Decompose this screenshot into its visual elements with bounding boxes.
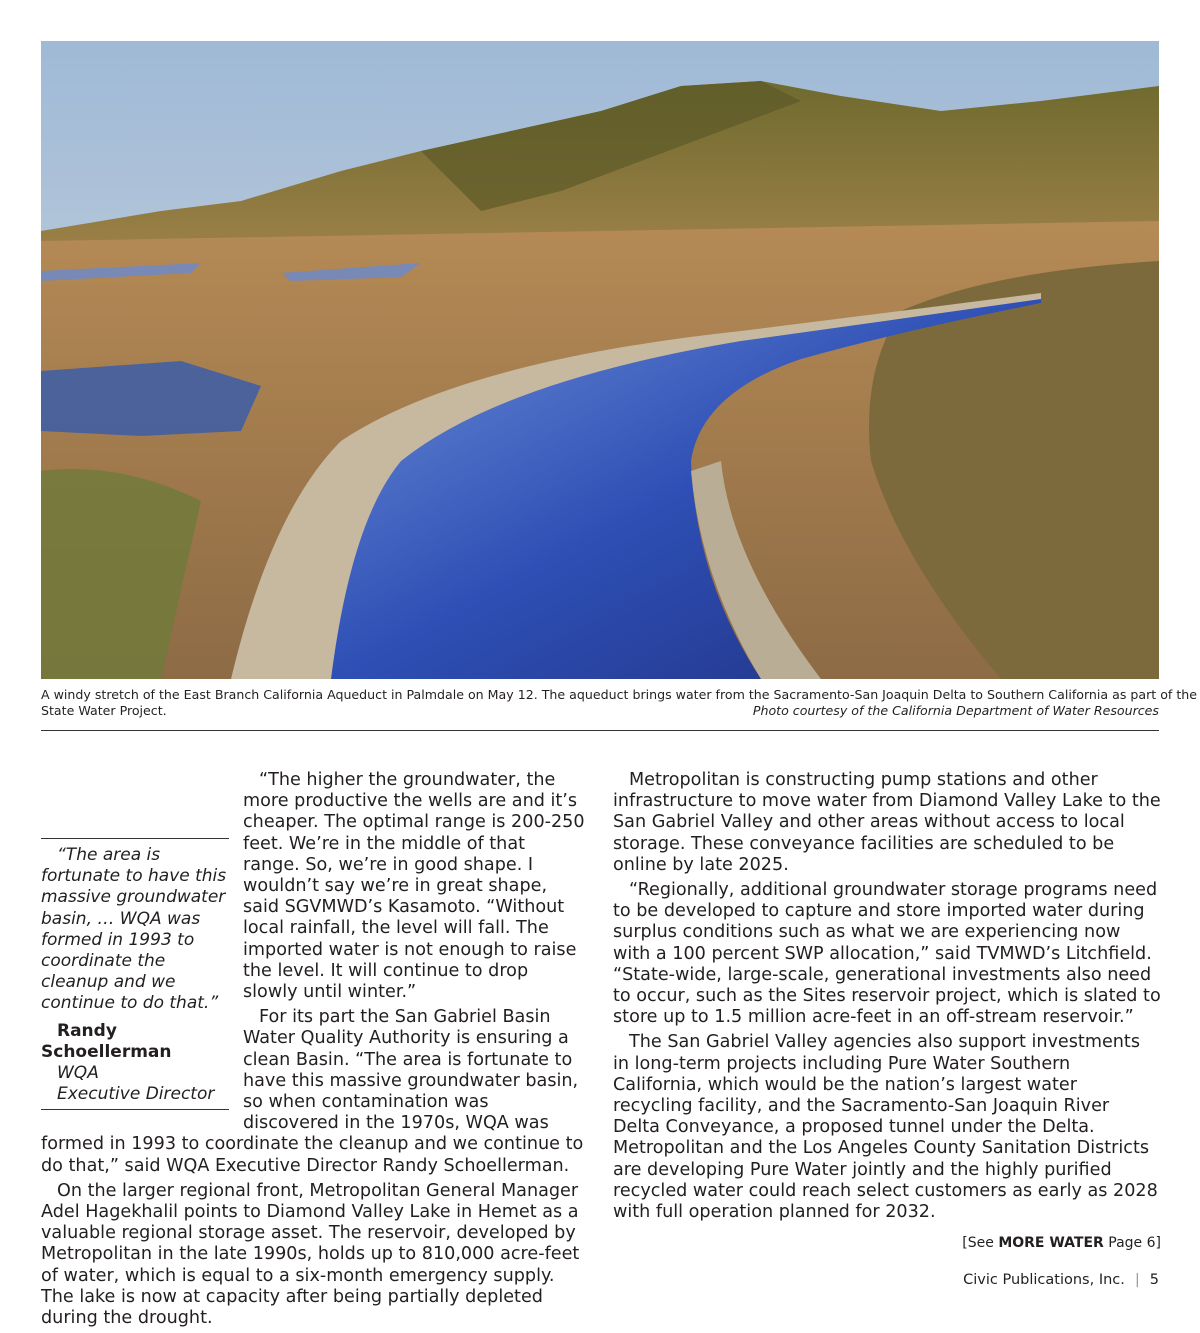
pull-quote-title: Executive Director bbox=[57, 1084, 215, 1105]
caption-text-line2: State Water Project. bbox=[41, 703, 167, 718]
right-paragraph-1: Metropolitan is constructing pump stations and other infrastructure to move water from Diamond Valley Lake to the San Gabriel Valley and other areas without access to local storage. These conveyance facilities are scheduled to be online by late 2025. bbox=[613, 770, 1161, 875]
right-column bbox=[613, 770, 1161, 1254]
pull-quote-name: Randy Schoellerman bbox=[41, 1020, 172, 1062]
left-paragraph-2: For its part the San Gabriel Basin Water Quality Authority is ensuring a clean Basin. “The area is fortunate to have this massive groundwater basin, so when contamination was discovered in the 1970s, WQA was formed in 1993 to coordinate the cleanup and we continue to do that,” said WQA Executive Director Randy Schoellerman. bbox=[41, 1007, 584, 1176]
left-column bbox=[41, 770, 586, 1333]
page-footer bbox=[963, 1272, 1159, 1288]
aqueduct-photo bbox=[41, 41, 1159, 679]
publisher-name: Civic Publications, Inc. bbox=[963, 1272, 1125, 1288]
pull-quote bbox=[41, 838, 229, 1110]
see-prefix: [See bbox=[962, 1235, 999, 1252]
pull-quote-org: WQA bbox=[57, 1063, 99, 1084]
left-paragraph-3: On the larger regional front, Metropolitan General Manager Adel Hagekhalil points to Diamond Valley Lake in Hemet as a valuable regional storage asset. The reservoir, developed by Metropolitan in the late 1990s, holds up to 810,000 acre-feet of water, which is equal to a six-month emergency supply. The lake is now at capacity after being partially depleted during the drought. bbox=[41, 1180, 580, 1329]
photo-credit: Photo courtesy of the California Department of Water Resources bbox=[752, 703, 1159, 718]
continued-reference bbox=[613, 1233, 1161, 1254]
left-paragraph-1: “The higher the groundwater, the more productive the wells are and it’s cheaper. The optimal range is 200-250 feet. We’re in the middle of that range. So, we’re in good shape. I wouldn’t say we’re in great shape, said SGVMWD’s Kasamoto. “Without local rainfall, the level will fall. The imported water is not enough to raise the level. It will continue to drop slowly until winter.” bbox=[243, 770, 585, 1003]
paragraph bbox=[41, 1181, 586, 1329]
right-paragraph-3: The San Gabriel Valley agencies also support investments in long-term projects including Pure Water Southern California, which would be the nation’s largest water recycling facility, and the Sacramento-San Joaquin River Delta Conveyance, a proposed tunnel under the Delta. Metropolitan and the Los Angeles County Sanitation Districts are developing Pure Water jointly and the highly purified recycled water could reach select customers as early as 2028 with full operation planned for 2032. bbox=[613, 1032, 1158, 1223]
right-paragraph-2: “Regionally, additional groundwater storage programs need to be developed to capture and store imported water during surplus conditions such as what we are experiencing now with a 100 percent SWP allocation,” said TVMWD’s Litchfield. “State-wide, large-scale, generational investments also need to occur, such as the Sites reservoir project, which is slated to store up to 1.5 million acre-feet in an off-stream reservoir.” bbox=[613, 880, 1161, 1028]
caption-text-line1: A windy stretch of the East Branch California Aqueduct in Palmdale on May 12. The aqueduct brings water from the Sacramento-San Joaquin Delta to Southern California as part of the bbox=[41, 687, 1198, 702]
footer-separator: | bbox=[1134, 1272, 1140, 1288]
see-link[interactable]: MORE WATER bbox=[998, 1235, 1104, 1252]
page-number: 5 bbox=[1149, 1272, 1159, 1288]
aqueduct-landscape-icon bbox=[41, 41, 1159, 679]
caption-divider bbox=[41, 730, 1159, 731]
see-suffix: Page 6] bbox=[1103, 1235, 1161, 1252]
pull-quote-text: “The area is fortunate to have this massive groundwater basin, … WQA was formed in 1993 to coordinate the cleanup and we continue to do that.” bbox=[41, 845, 227, 1014]
photo-caption bbox=[41, 687, 1198, 719]
